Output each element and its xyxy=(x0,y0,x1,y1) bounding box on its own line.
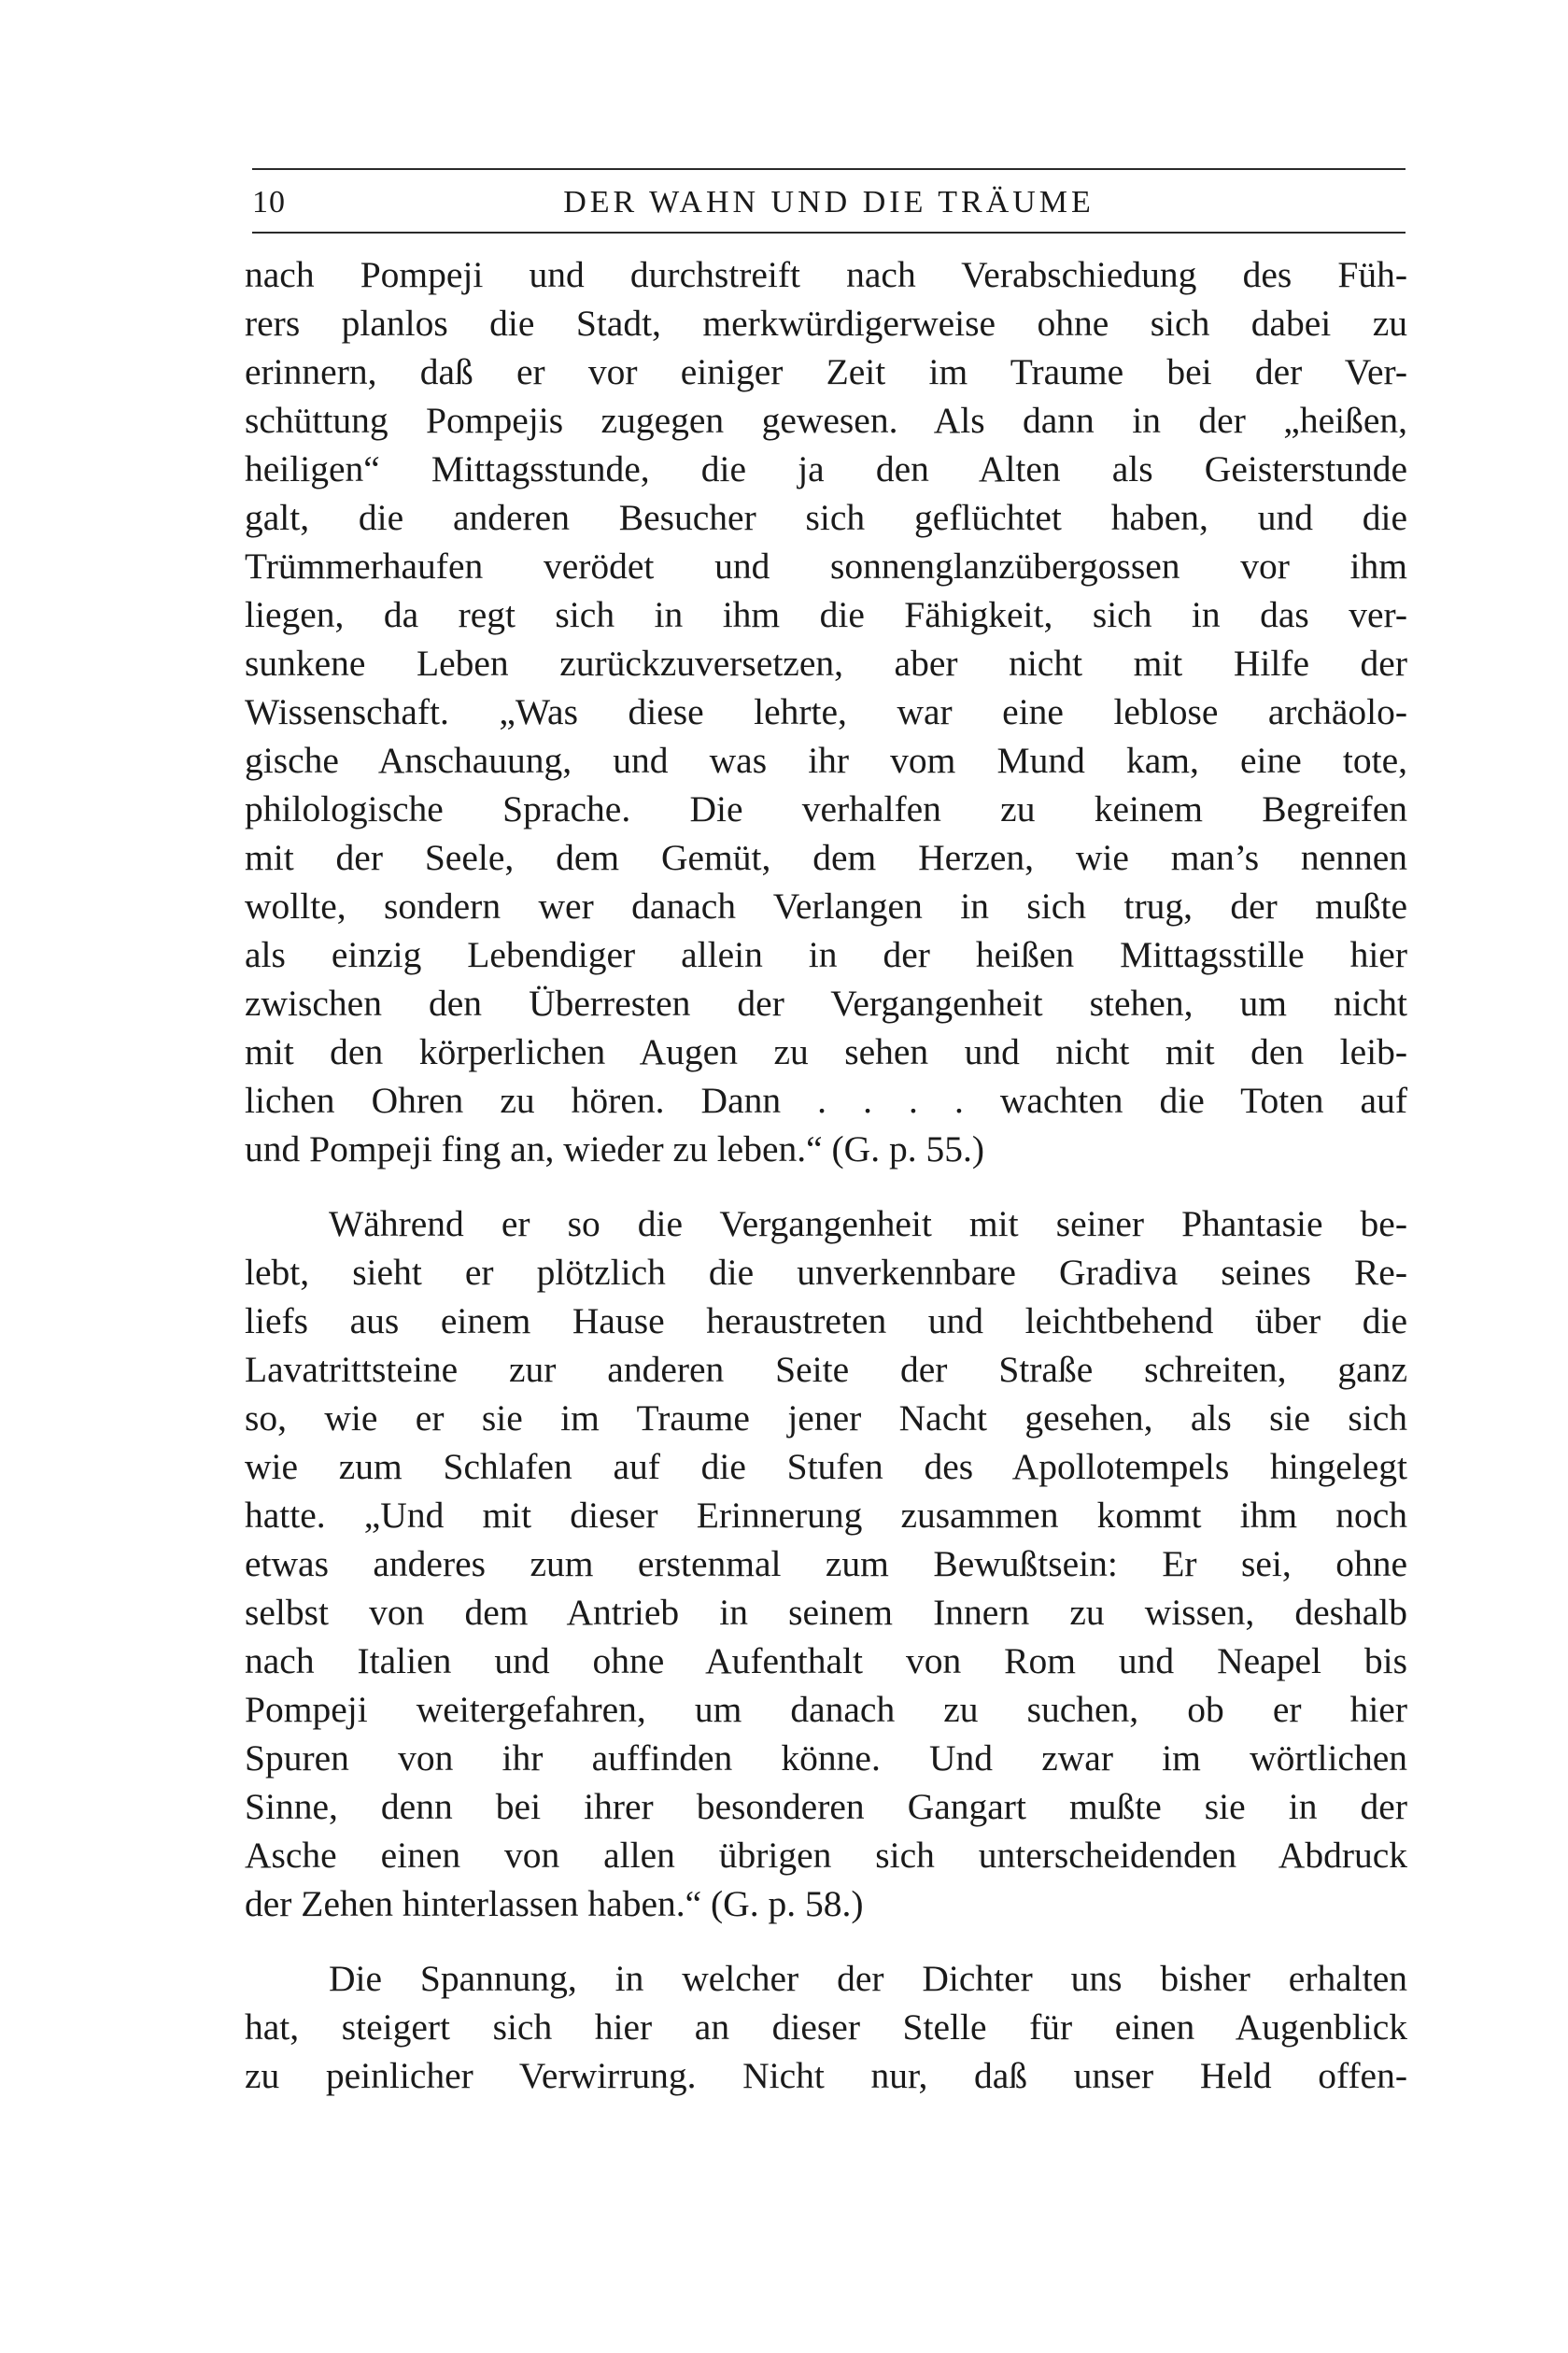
text-line: zu peinlicher Verwirrung. Nicht nur, daß unser Held offen- xyxy=(245,2055,1407,2096)
header-rule-bottom xyxy=(252,232,1406,234)
text-line: hatte. „Und mit dieser Erinnerung zusammen kommt ihm noch xyxy=(245,1495,1407,1536)
text-line: der Zehen hinterlassen haben.“ (G. p. 58.) xyxy=(245,1883,864,1924)
text-line: etwas anderes zum erstenmal zum Bewußtsein: Er sei, ohne xyxy=(245,1543,1407,1584)
paragraph-gap xyxy=(245,1928,1407,1954)
text-line: Lavatrittsteine zur anderen Seite der Straße schreiten, ganz xyxy=(245,1349,1407,1390)
text-line: wollte, sondern wer danach Verlangen in sich trug, der mußte xyxy=(245,886,1407,927)
text-line: Während er so die Vergangenheit mit seiner Phantasie be- xyxy=(329,1203,1407,1244)
text-line: Spuren von ihr auffinden könne. Und zwar im wörtlichen xyxy=(245,1737,1407,1779)
text-line: Pompeji weitergefahren, um danach zu suchen, ob er hier xyxy=(245,1689,1407,1730)
text-line: selbst von dem Antrieb in seinem Innern zu wissen, deshalb xyxy=(245,1592,1407,1633)
text-line: wie zum Schlafen auf die Stufen des Apollotempels hingelegt xyxy=(245,1446,1407,1487)
text-line: liefs aus einem Hause heraustreten und leichtbehend über die xyxy=(245,1300,1407,1341)
text-line: Trümmerhaufen verödet und sonnenglanzübergossen vor ihm xyxy=(245,546,1407,587)
page-header xyxy=(252,185,1406,222)
text-line: so, wie er sie im Traume jener Nacht gesehen, als sie sich xyxy=(245,1397,1407,1439)
text-line: Die Spannung, in welcher der Dichter uns bisher erhalten xyxy=(329,1958,1407,1999)
text-line: nach Pompeji und durchstreift nach Verabschiedung des Füh- xyxy=(245,254,1407,295)
text-line: als einzig Lebendiger allein in der heißen Mittagsstille hier xyxy=(245,934,1407,975)
paragraph-2 xyxy=(245,1199,1407,1928)
text-line: liegen, da regt sich in ihm die Fähigkeit, sich in das ver- xyxy=(245,594,1407,635)
text-line: nach Italien und ohne Aufenthalt von Rom und Neapel bis xyxy=(245,1640,1407,1681)
body-text xyxy=(245,250,1407,2100)
text-line: sunkene Leben zurückzuversetzen, aber nicht mit Hilfe der xyxy=(245,643,1407,684)
text-line: Asche einen von allen übrigen sich unterscheidenden Abdruck xyxy=(245,1835,1407,1876)
text-line: heiligen“ Mittagsstunde, die ja den Alten als Geisterstunde xyxy=(245,448,1407,489)
running-head: DER WAHN UND DIE TRÄUME xyxy=(563,185,1095,220)
text-line: erinnern, daß er vor einiger Zeit im Traume bei der Ver- xyxy=(245,351,1407,392)
text-line: galt, die anderen Besucher sich geflüchtet haben, und die xyxy=(245,497,1407,538)
paragraph-gap xyxy=(245,1173,1407,1199)
text-line: Sinne, denn bei ihrer besonderen Gangart mußte sie in der xyxy=(245,1786,1407,1827)
page-number: 10 xyxy=(252,185,286,220)
text-line: mit den körperlichen Augen zu sehen und nicht mit den leib- xyxy=(245,1031,1407,1072)
text-line: lichen Ohren zu hören. Dann . . . . wachten die Toten auf xyxy=(245,1080,1407,1121)
text-line: und Pompeji fing an, wieder zu leben.“ (G. p. 55.) xyxy=(245,1128,984,1169)
text-line: rers planlos die Stadt, merkwürdigerweise ohne sich dabei zu xyxy=(245,303,1407,344)
text-line: mit der Seele, dem Gemüt, dem Herzen, wie man’s nennen xyxy=(245,837,1407,878)
header-rule-top xyxy=(252,168,1406,170)
text-line: lebt, sieht er plötzlich die unverkennbare Gradiva seines Re- xyxy=(245,1252,1407,1293)
text-line: philologische Sprache. Die verhalfen zu keinem Begreifen xyxy=(245,788,1407,829)
text-line: hat, steigert sich hier an dieser Stelle für einen Augenblick xyxy=(245,2006,1407,2048)
paragraph-3 xyxy=(245,1954,1407,2100)
text-line: Wissenschaft. „Was diese lehrte, war eine leblose archäolo- xyxy=(245,691,1407,732)
paragraph-1 xyxy=(245,250,1407,1173)
text-line: gische Anschauung, und was ihr vom Mund kam, eine tote, xyxy=(245,740,1407,781)
text-line: schüttung Pompejis zugegen gewesen. Als dann in der „heißen, xyxy=(245,400,1407,441)
text-line: zwischen den Überresten der Vergangenheit stehen, um nicht xyxy=(245,983,1407,1024)
